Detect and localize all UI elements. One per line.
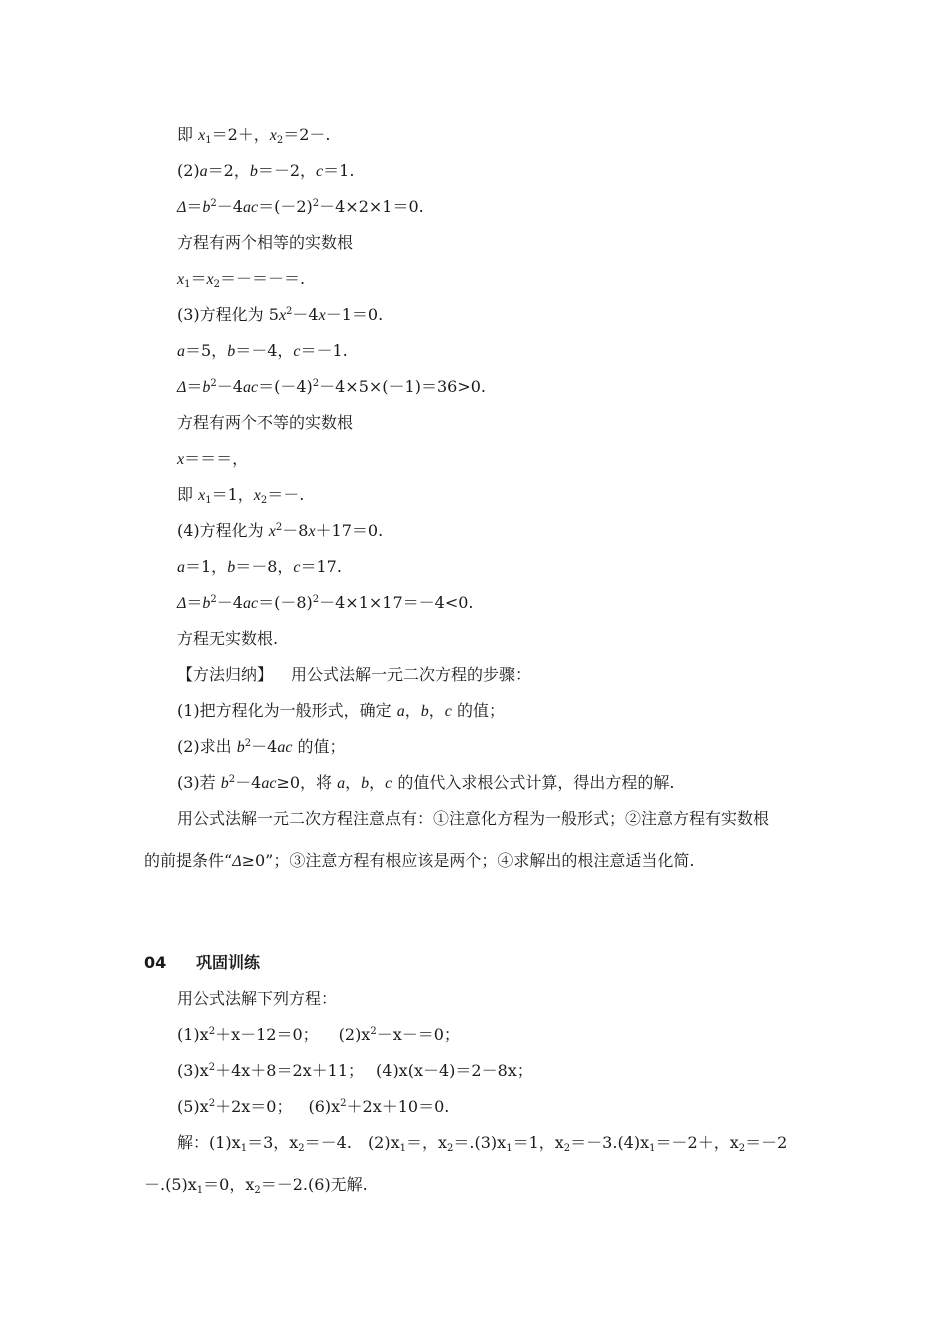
solution-line-11: 即 $x_1=1$，$x_2=-$. (177, 485, 305, 506)
solution-line-6: (3)方程化为 $5x^2-4x-1=0$. (177, 305, 384, 324)
solution-line-3: $\Delta=b^2-4ac=(-2)^2-4\times 2\times 1=0$. (177, 197, 424, 216)
method-note-line-2: 的前提条件“Δ≥0”；③注意方程有根应该是两个；④求解出的根注意适当化简. (144, 851, 695, 870)
solution-line-7: a＝5，b＝－4，c＝－1. (177, 341, 348, 360)
solution-line-1: 即 $x_1=2+$，$x_2=2-$. (177, 125, 331, 146)
solution-line-4: 方程有两个相等的实数根 (177, 233, 354, 252)
practice-problems-5-6: $(5)x^2+2x=0$； $(6)x^2+2x+10=0$. (177, 1097, 450, 1116)
solution-line-9: 方程有两个不等的实数根 (177, 413, 354, 432)
method-note-line-1: 用公式法解一元二次方程注意点有：①注意化方程为一般形式；②注意方程有实数根 (177, 809, 770, 828)
practice-answer-line-2: $-.(5)x_1=0$，$x_2=-2.(6)$无解. (144, 1175, 368, 1196)
solution-line-15: 方程无实数根. (177, 629, 279, 648)
solution-line-12: (4)方程化为 $x^2-8x+17=0$. (177, 521, 384, 540)
section-number: 04 (144, 953, 167, 972)
solution-line-10: x＝＝＝， (177, 449, 249, 468)
method-summary-intro: 用公式法解一元二次方程的步骤： (291, 665, 532, 684)
method-summary-heading (177, 665, 531, 685)
solution-line-5: $x_1=x_2=-=-=$. (177, 269, 306, 290)
practice-problems-1-2: $(1)x^2+x-12=0$； $(2)x^2-x-=0$； (177, 1025, 460, 1044)
practice-section-heading (144, 953, 260, 973)
practice-problems-3-4: $(3)x^2+4x+8=2x+11$； (4)x(x－4)＝2－8x； (177, 1061, 533, 1080)
section-title: 巩固训练 (196, 953, 261, 972)
solution-line-13: a＝1，b＝－8，c＝17. (177, 557, 342, 576)
solution-line-14: $\Delta=b^2-4ac=(-8)^2-4\times 1\times 17=-4<0$. (177, 593, 474, 612)
solution-line-8: $\Delta=b^2-4ac=(-4)^2-4\times 5\times(-1)=36>0$. (177, 377, 486, 396)
solution-line-2: (2)a＝2，b＝－2，c＝1. (177, 161, 355, 180)
method-step-3: (3)若 $b^2-4ac\ge 0$，将 a，b，c 的值代入求根公式计算，得出方程的解. (177, 773, 675, 792)
method-summary-title: 【方法归纳】 (177, 665, 274, 684)
method-step-1: (1)把方程化为一般形式，确定 a，b，c 的值； (177, 701, 505, 720)
practice-answer-line-1: 解：$(1)x_1=3$，$x_2=-4$. $(2)x_1=$，$x_2=.(3)x_1=1$，$x_2=-3.(4)x_1=-2+$，$x_2=-2$ (177, 1133, 788, 1154)
practice-intro: 用公式法解下列方程： (177, 989, 338, 1008)
method-step-2: (2)求出 $b^2-4ac$ 的值； (177, 737, 346, 756)
